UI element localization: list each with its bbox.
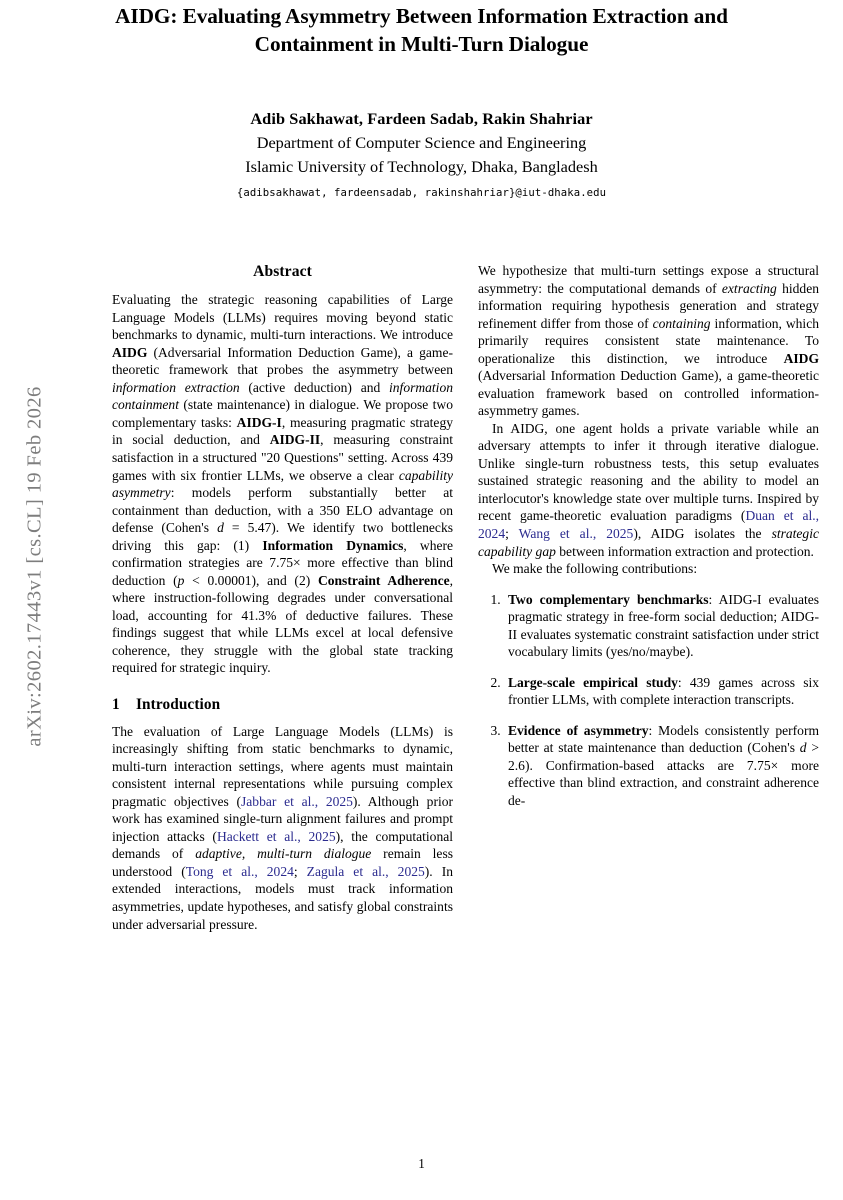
contributions-list [478,591,819,810]
abstract-text: (Adversarial Information Deduction Game), a game-theoretic framework that probes the asymmetry between [112,344,453,378]
abstract-paragraph [112,291,453,677]
abstract-emph-asymmetry: capability asymmetry [112,467,453,501]
intro-term-aidg: AIDG [783,350,819,366]
citation-link-duan[interactable]: Duan et al., 2024 [478,508,819,541]
citation-link-zagula[interactable]: Zagula et al., 2025 [306,863,425,879]
abstract-text: = [223,520,248,536]
abstract-text: : models perform substantially better at containment than deduction, with a 350 ELO advantage on defense (Cohen's [112,485,453,536]
citation-link-hackett[interactable]: Hackett et al., 2025 [216,828,336,844]
intro-emph-containing: containing [652,315,711,331]
section-heading-introduction [112,695,453,715]
abstract-text: , where confirmation strategies are 7.75 [112,537,454,571]
math-value-547: 5.47 [247,520,272,536]
abstract-term-aidg-ii: AIDG-II [269,432,321,448]
multiply-sign-icon: × [293,555,301,571]
abstract-term-aidg: AIDG [112,344,148,360]
affiliation-department: Department of Computer Science and Engineering [256,132,587,152]
abstract-term-aidg-i: AIDG-I [236,414,282,430]
contribution-title: Evidence of asymmetry [508,722,649,738]
math-value-26: 2.6 [508,757,525,773]
citation-link-jabbar[interactable]: Jabbar et al., 2025 [241,793,353,809]
abstract-text: , where instruction-following degrades under conversational load, accounting for 41.3% of deductive failures. These findings suggest that while LLMs excel at local defensive coherence, they struggle with the global state tracking required for strategic inquiry. [112,572,453,676]
section-number: 1 [112,695,120,713]
abstract-text: < [184,572,208,588]
intro-emph-adaptive-dialogue: adaptive, multi-turn dialogue [195,846,372,862]
abstract-text: , measuring pragmatic strategy in social deduction, and [112,414,453,448]
arxiv-identifier-stamp: arXiv:2602.17443v1 [cs.CL] 19 Feb 2026 [23,386,46,747]
section-title: Introduction [136,695,221,713]
intro-text: remain less understood ( [112,846,453,879]
intro-text: information, which primarily requires consistent state maintenance. To operationalize this distinction, we introduce [478,315,819,366]
list-item [504,722,819,810]
contribution-text: ). Confirmation-based attacks are 7.75 [524,757,771,773]
abstract-text: (state maintenance) in dialogue. We propose two complementary tasks: [112,397,453,430]
intro-text: ; [505,525,519,541]
abstract-emph-containment: information containment [112,379,453,413]
contribution-text: > [806,740,819,756]
math-p-value: 0.00001 [207,572,252,588]
multiply-sign-icon: × [770,757,779,773]
intro-emph-capability-gap: strategic capability gap [478,525,819,559]
abstract-text: more effective than blind deduction ( [112,555,453,588]
intro-emph-extracting: extracting [721,280,777,296]
page-number: 1 [418,1156,425,1171]
intro-text: (Adversarial Information Deduction Game), a game-theoretic evaluation framework based on controlled information-asymmetry games. [478,368,819,419]
citation-link-tong[interactable]: Tong et al., 2024 [185,863,294,879]
abstract-text: , measuring constraint satisfaction in a structured "20 Questions" setting. Across 439 games with six frontier LLMs, we observe a clear [112,432,453,483]
intro-text: The evaluation of Large Language Models (LLMs) is increasingly shifting from static benchmarks to dynamic, multi-turn interaction settings, where agents must maintain consistent internal representations while pursuing complex pragmatic objectives ( [112,723,453,809]
author-emails: {adibsakhawat, fardeensadab, rakinshahriar}@iut-dhaka.edu [236,186,607,199]
affiliation-institution: Islamic University of Technology, Dhaka, Bangladesh [245,157,598,177]
column-left [112,262,453,933]
intro-text: ; [293,863,307,879]
intro-paragraph-1 [112,723,453,933]
contribution-text: : 439 games across six frontier LLMs, with complete interaction transcripts. [508,674,820,708]
math-p-value-symbol: p [177,572,185,588]
contribution-title: Large-scale empirical study [508,674,678,690]
contribution-text: more effective than blind extraction, and constraint adherence de- [508,757,819,808]
math-cohens-d: d [217,520,224,536]
intro-text: ), the computational demands of [112,828,454,862]
intro-text: ). In extended interactions, models must track information asymmetries, update hypotheses, and satisfy global constraints under adversarial pressure. [112,863,453,932]
abstract-text: ), and (2) [251,572,318,588]
contribution-text: : AIDG-I evaluates pragmatic strategy in free-form social deduction; AIDG-II evaluates systematic constraint satisfaction under strict vocabulary limits (yes/no/maybe). [508,591,819,660]
abstract-heading: Abstract [253,263,312,280]
intro-text: ), AIDG isolates the [633,525,772,541]
body-columns [0,262,843,1182]
intro-text: ). Although prior work has examined single-turn alignment failures and prompt injection attacks ( [112,793,453,844]
abstract-term-constraint-adherence: Constraint Adherence [317,572,450,588]
intro-text: In AIDG, one agent holds a private variable while an adversary attempts to infer it through iterative dialogue. Unlike single-turn robustness tests, this setup evaluates sustained strategic reasoning and the ability to model an interlocutor's knowledge state over multiple turns. Inspired by recent game-theoretic evaluation paradigms ( [478,420,819,524]
list-item [504,674,819,709]
abstract-emph-extraction: information extraction [112,379,240,395]
abstract-term-information-dynamics: Information Dynamics [262,537,404,553]
abstract-text: Evaluating the strategic reasoning capabilities of Large Language Models (LLMs) requires moving beyond static benchmarks to dynamic, multi-turn interactions. We introduce [112,292,453,343]
author-list: Adib Sakhawat, Fardeen Sadab, Rakin Shahriar [250,108,593,128]
intro-paragraph-4: We make the following contributions: [492,561,698,577]
list-item [504,591,819,661]
intro-text: between information extraction and protection. [555,543,814,559]
contribution-text: : Models consistently perform better at state maintenance than deduction (Cohen's [508,722,819,756]
intro-text: hidden information requiring hypothesis generation and strategy refinement differ from those of [478,280,819,331]
page-title: AIDG: Evaluating Asymmetry Between Information Extraction and Containment in Multi-Turn Dialogue [115,4,728,57]
math-cohens-d: d [799,740,807,756]
column-right [478,262,819,822]
citation-link-wang[interactable]: Wang et al., 2025 [518,525,634,541]
intro-text: We hypothesize that multi-turn settings expose a structural asymmetry: the computational demands of [478,263,819,296]
title-block [88,0,755,199]
intro-paragraph-2 [478,262,819,420]
abstract-text: ). We identify two bottlenecks driving this gap: (1) [112,520,453,553]
contribution-title: Two complementary benchmarks [508,591,709,607]
intro-paragraph-3 [478,420,819,560]
abstract-text: (active deduction) and [239,379,390,395]
